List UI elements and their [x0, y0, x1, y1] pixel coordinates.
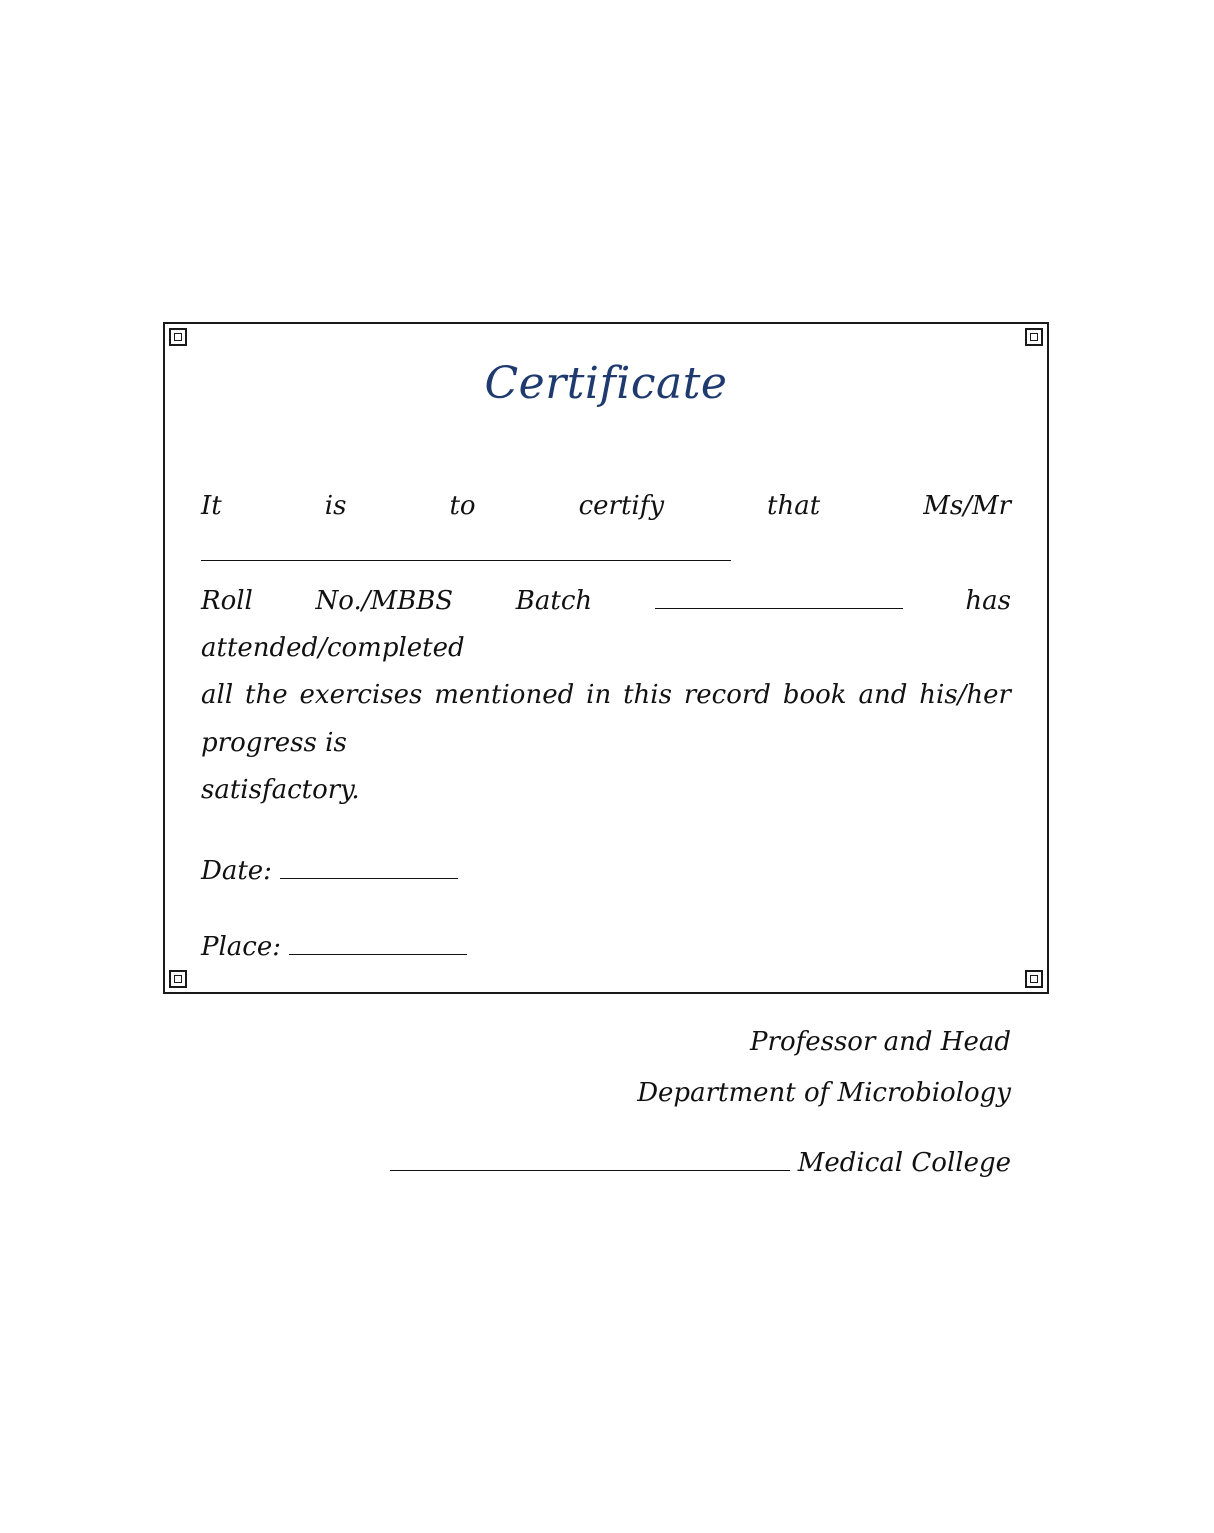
- certificate-frame: [163, 322, 1049, 1179]
- college-line: [201, 1138, 1011, 1189]
- satisfactory-line: satisfactory.: [201, 774, 360, 805]
- roll-no-batch-field[interactable]: [655, 580, 903, 608]
- certificate-title: Certificate: [484, 358, 728, 409]
- roll-prefix-text: Roll No./MBBS Batch: [201, 585, 593, 616]
- roll-suffix-text: has attended/completed: [201, 585, 1011, 663]
- place-field[interactable]: [289, 926, 467, 954]
- signatory-designation: Professor and Head: [750, 1026, 1011, 1057]
- place-line: [201, 924, 1011, 971]
- exercises-line: all the exercises mentioned in this record book and his/her progress is: [201, 680, 1011, 758]
- date-label: Date:: [201, 856, 272, 887]
- place-label: Place:: [201, 931, 282, 962]
- date-line: [201, 848, 1011, 895]
- signatory-department: Department of Microbiology: [637, 1077, 1011, 1108]
- certificate-content: [165, 324, 1047, 1179]
- signature-block: [201, 1017, 1011, 1189]
- certificate-body: [201, 483, 1011, 971]
- college-suffix-text: Medical College: [797, 1148, 1011, 1179]
- certify-line: [201, 483, 1011, 578]
- student-name-field[interactable]: [201, 533, 731, 561]
- certify-prefix-text: It is to certify that Ms/Mr: [201, 491, 1011, 521]
- roll-line: [201, 578, 1011, 673]
- college-name-field[interactable]: [390, 1143, 790, 1171]
- date-field[interactable]: [280, 851, 458, 879]
